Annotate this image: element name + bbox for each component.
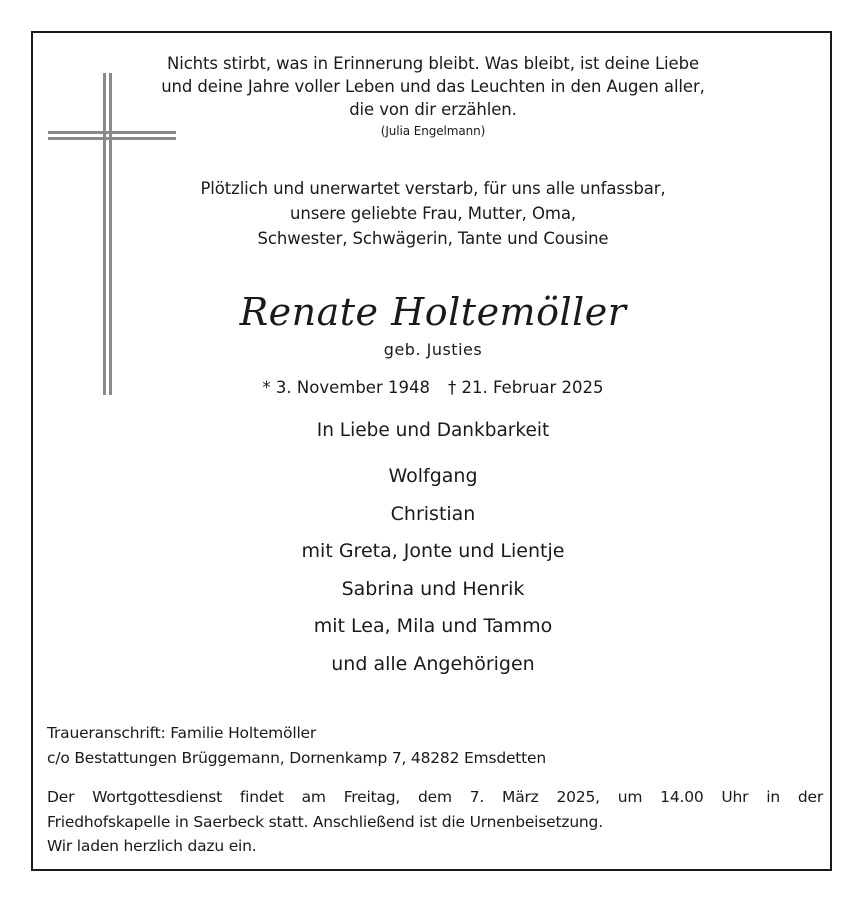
mourner-name: mit Lea, Mila und Tammo bbox=[313, 615, 553, 637]
quote-author: (Julia Engelmann) bbox=[380, 124, 486, 138]
mourner-name: Christian bbox=[390, 502, 476, 525]
quote-line: Nichts stirbt, was in Erinnerung bleibt. Was bleibt, ist deine Liebe bbox=[166, 54, 700, 73]
deceased-name: Renate Holtemöller bbox=[239, 290, 627, 334]
mourners-list bbox=[0, 458, 866, 683]
memorial-quote bbox=[0, 52, 866, 141]
mourner-name: Wolfgang bbox=[388, 465, 478, 487]
announcement-line: Schwester, Schwägerin, Tante und Cousine bbox=[257, 229, 609, 248]
address-line: c/o Bestattungen Brüggemann, Dornenkamp 7, 48282 Emsdetten bbox=[47, 749, 547, 767]
mourner-name: mit Greta, Jonte und Lientje bbox=[301, 540, 565, 562]
mourner-name: Sabrina und Henrik bbox=[341, 577, 525, 600]
announcement-line: unsere geliebte Frau, Mutter, Oma, bbox=[290, 204, 576, 223]
service-line: Wir laden herzlich dazu ein. bbox=[47, 837, 257, 855]
maiden-name: geb. Justies bbox=[383, 340, 483, 359]
death-date: † 21. Februar 2025 bbox=[447, 378, 604, 397]
death-announcement bbox=[0, 176, 866, 251]
closing-phrase: In Liebe und Dankbarkeit bbox=[316, 420, 550, 441]
quote-line: und deine Jahre voller Leben und das Leuchten in den Augen aller, bbox=[161, 77, 705, 96]
birth-date: * 3. November 1948 bbox=[262, 378, 430, 397]
service-info bbox=[47, 785, 823, 859]
address-line: Traueranschrift: Familie Holtemöller bbox=[47, 724, 317, 742]
announcement-line: Plötzlich und unerwartet verstarb, für uns alle unfassbar, bbox=[200, 179, 666, 198]
mourning-address bbox=[47, 721, 546, 771]
service-line: Der Wortgottesdienst findet am Freitag, dem 7. März 2025, um 14.00 Uhr in der bbox=[47, 788, 823, 806]
life-dates bbox=[0, 376, 866, 400]
mourner-name: und alle Angehörigen bbox=[331, 652, 535, 675]
service-line: Friedhofskapelle in Saerbeck statt. Anschließend ist die Urnenbeisetzung. bbox=[47, 812, 603, 831]
quote-line: die von dir erzählen. bbox=[349, 100, 517, 119]
